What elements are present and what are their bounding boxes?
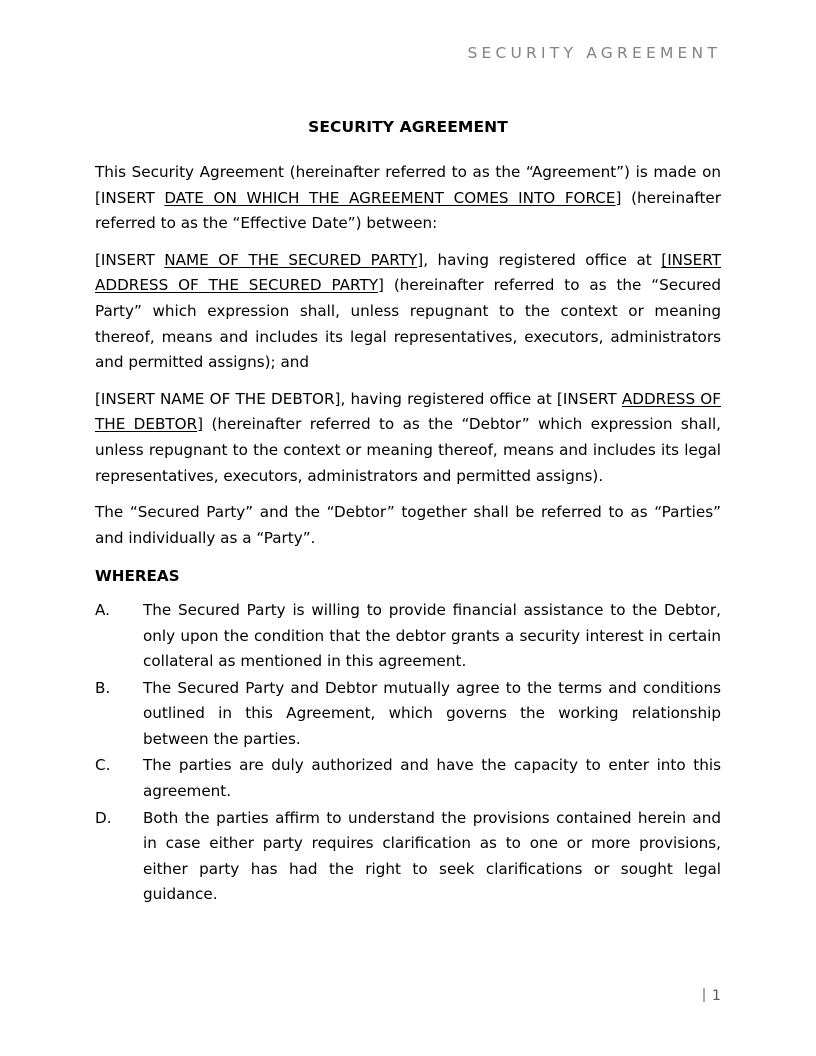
- debtor-text-2: ] (hereinafter referred to as the “Debtor” which expression shall, unless repugnant to the context or meaning thereof, means and includes its legal representatives, executors, administrators and permitted assigns).: [95, 415, 721, 485]
- paragraph-secured-party: [95, 248, 721, 376]
- secured-party-text-1: [INSERT: [95, 250, 165, 269]
- paragraph-debtor: [95, 387, 721, 489]
- intro-text-1: This Security Agreement (hereinafter referred to as the “Agreement”) is made on [INSERT: [95, 163, 721, 207]
- document-title: SECURITY AGREEMENT: [308, 118, 508, 136]
- page-number: 1: [711, 988, 721, 1004]
- list-item-marker: B.: [95, 678, 111, 697]
- document-body: [95, 118, 721, 909]
- paragraph-parties-definition: The “Secured Party” and the “Debtor” together shall be referred to as “Parties” and individually as a “Party”.: [95, 503, 721, 547]
- list-item: [95, 598, 721, 675]
- list-item: [95, 753, 721, 804]
- placeholder-secured-party-name: NAME OF THE SECURED PARTY: [164, 250, 418, 269]
- list-item-marker: A.: [95, 600, 110, 619]
- secured-party-text-3: ] (hereinafter referred to as the “Secured Party” which expression shall, unless repugnant to the context or meaning thereof, means and includes its legal representatives, executors, administrators and permitted assigns); and: [95, 276, 721, 372]
- placeholder-secured-party-address: [INSERT ADDRESS OF THE SECURED PARTY: [95, 250, 722, 295]
- list-item-text: Both the parties affirm to understand the provisions contained herein and in case either party requires clarification as to one or more provisions, either party has had the right to seek clarifications or sought legal guidance.: [143, 808, 721, 904]
- list-item: [95, 806, 721, 908]
- placeholder-effective-date: DATE ON WHICH THE AGREEMENT COMES INTO FORCE: [164, 188, 616, 207]
- page-separator-bar: [703, 988, 705, 1002]
- page-footer: [95, 988, 721, 1004]
- running-header: SECURITY AGREEMENT: [467, 44, 721, 62]
- debtor-text-1: [INSERT NAME OF THE DEBTOR], having registered office at [INSERT: [95, 389, 622, 408]
- list-item-text: The Secured Party and Debtor mutually agree to the terms and conditions outlined in this Agreement, which governs the working relationship between the parties.: [143, 678, 721, 748]
- secured-party-text-2: ], having registered office at: [417, 250, 662, 269]
- list-item-marker: C.: [95, 756, 111, 775]
- list-item: [95, 676, 721, 753]
- whereas-heading: WHEREAS: [95, 567, 180, 586]
- recitals-list: [95, 598, 721, 908]
- list-item-marker: D.: [95, 808, 112, 827]
- paragraph-intro: [95, 160, 721, 237]
- list-item-text: The Secured Party is willing to provide financial assistance to the Debtor, only upon the condition that the debtor grants a security interest in certain collateral as mentioned in this agreement.: [143, 600, 721, 671]
- intro-text-2: ] (hereinafter referred to as the “Effective Date”) between:: [95, 188, 721, 233]
- list-item-text: The parties are duly authorized and have the capacity to enter into this agreement.: [143, 756, 721, 801]
- placeholder-debtor-address: ADDRESS OF THE DEBTOR: [95, 389, 721, 434]
